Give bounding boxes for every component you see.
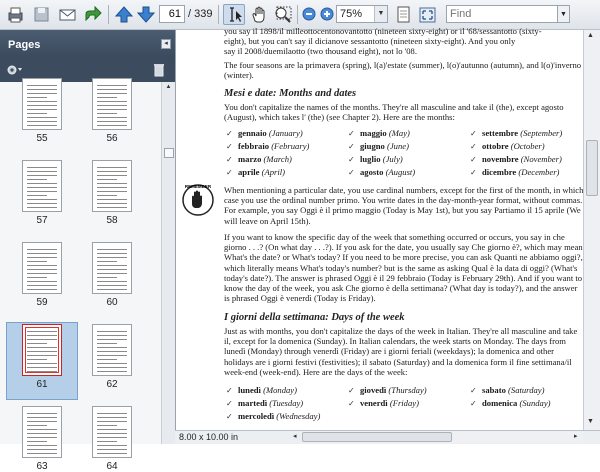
checkmark-icon: ✓ <box>348 399 355 408</box>
scroll-right-arrow-icon[interactable]: ▸ <box>574 433 578 440</box>
thumbnail-scrollbar[interactable] <box>161 82 175 444</box>
fit-page-icon[interactable] <box>392 4 414 25</box>
checkmark-icon: ✓ <box>348 129 355 138</box>
checkmark-icon: ✓ <box>348 155 355 164</box>
remember-label: REMEMBER <box>184 184 212 189</box>
month-item <box>470 141 545 152</box>
month-english: (April) <box>261 167 286 177</box>
month-italian: settembre <box>482 128 519 138</box>
day-italian: lunedì <box>238 385 261 395</box>
months-heading: Mesi e date: Months and dates <box>224 88 357 99</box>
page-size-label: 8.00 x 10.00 in <box>179 432 239 442</box>
checkmark-icon: ✓ <box>348 142 355 151</box>
checkmark-icon: ✓ <box>226 399 233 408</box>
month-english: (September) <box>520 128 563 138</box>
day-item <box>226 411 320 422</box>
full-screen-icon[interactable] <box>416 4 438 25</box>
checkmark-icon: ✓ <box>226 168 233 177</box>
month-english: (December) <box>518 167 560 177</box>
pages-panel-header <box>0 30 175 58</box>
select-text-tool-icon[interactable] <box>223 4 245 25</box>
day-italian: sabato <box>482 385 506 395</box>
month-item <box>226 141 309 152</box>
checkmark-icon: ✓ <box>348 386 355 395</box>
checkmark-icon: ✓ <box>470 399 477 408</box>
page-thumbnail[interactable] <box>22 406 62 458</box>
page-thumbnail[interactable] <box>22 78 62 130</box>
page-number-input[interactable] <box>159 5 185 23</box>
next-page-icon[interactable] <box>135 4 157 25</box>
day-item <box>348 398 419 409</box>
page-thumbnail[interactable] <box>92 324 132 376</box>
month-italian: aprile <box>238 167 260 177</box>
print-icon[interactable] <box>4 4 26 25</box>
month-item <box>226 154 292 165</box>
month-italian: ottobre <box>482 141 509 151</box>
page-thumbnail[interactable] <box>92 78 132 130</box>
checkmark-icon: ✓ <box>226 129 233 138</box>
zoom-select[interactable] <box>336 5 388 23</box>
page-thumbnail-label: 55 <box>36 133 48 144</box>
doc-text-line: eight), but you can't say il dicianove sessantotto (nineteen sixty-eight). And you only <box>224 36 516 47</box>
thumbnail-list[interactable] <box>0 82 161 472</box>
doc-text-line: say il 2008/duemilaotto (two thousand eight), not lo '08. <box>224 46 417 57</box>
month-italian: gennaio <box>238 128 267 138</box>
page-thumbnail[interactable] <box>92 406 132 458</box>
checkmark-icon: ✓ <box>226 412 233 421</box>
month-italian: luglio <box>360 154 381 164</box>
month-item <box>348 154 403 165</box>
month-italian: maggio <box>360 128 387 138</box>
previous-page-icon[interactable] <box>113 4 135 25</box>
seasons-paragraph: The four seasons are la primavera (spring), l(a)'estate (summer), l(o)'autunno (autumn), and l(o)'inverno (winter). <box>224 60 582 81</box>
day-english: (Monday) <box>263 385 297 395</box>
chevron-down-icon[interactable]: ▼ <box>374 6 387 22</box>
delete-trash-icon[interactable] <box>152 62 166 78</box>
month-italian: novembre <box>482 154 519 164</box>
horizontal-scroll-thumb[interactable] <box>302 432 452 442</box>
month-english: (January) <box>268 128 303 138</box>
pages-panel <box>0 30 175 472</box>
page-thumbnail-label: 63 <box>36 461 48 472</box>
day-italian: venerdì <box>360 398 388 408</box>
document-page <box>184 26 594 430</box>
checkmark-icon: ✓ <box>226 142 233 151</box>
day-item <box>226 385 297 396</box>
thumbnail-scroll-thumb[interactable] <box>164 148 174 158</box>
month-english: (May) <box>388 128 410 138</box>
month-italian: febbraio <box>238 141 270 151</box>
scroll-up-arrow-icon[interactable]: ▲ <box>587 32 594 39</box>
page-thumbnail[interactable] <box>22 324 62 376</box>
date-paragraph: When mentioning a particular date, you use cardinal numbers, except for the first of the month, in which case you use the ordinal number primo. You write dates in the day-month-year format, without commas. For example, you say Oggi è il primo maggio (Today is May 1st), but you say Partiamo il 15 aprile (We will leave on April 15th). <box>224 185 584 226</box>
month-item <box>226 167 285 178</box>
day-english: (Wednesday) <box>276 411 321 421</box>
checkmark-icon: ✓ <box>226 386 233 395</box>
month-italian: agosto <box>360 167 384 177</box>
page-thumbnail-label: 57 <box>36 215 48 226</box>
month-english: (November) <box>520 154 562 164</box>
month-italian: marzo <box>238 154 262 164</box>
hand-tool-icon[interactable] <box>248 4 270 25</box>
day-item <box>226 398 303 409</box>
zoom-value: 75% <box>340 8 363 20</box>
month-item <box>470 128 562 139</box>
month-english: (June) <box>387 141 409 151</box>
month-english: (August) <box>385 167 416 177</box>
marquee-zoom-icon[interactable] <box>272 4 294 25</box>
document-vertical-scrollbar[interactable] <box>583 30 600 430</box>
vertical-scroll-thumb[interactable] <box>586 140 598 196</box>
checkmark-icon: ✓ <box>226 155 233 164</box>
day-italian: mercoledì <box>238 411 275 421</box>
document-horizontal-scrollbar[interactable] <box>293 431 583 443</box>
day-italian: domenica <box>482 398 518 408</box>
page-thumbnail[interactable] <box>92 242 132 294</box>
months-intro: You don't capitalize the names of the months. They're all masculine and take il (the), except agosto (August), which takes l' (the) (see Chapter 2). Here are the months: <box>224 102 564 123</box>
page-thumbnail-label: 56 <box>106 133 118 144</box>
checkmark-icon: ✓ <box>470 155 477 164</box>
month-english: (March) <box>263 154 292 164</box>
checkmark-icon: ✓ <box>470 142 477 151</box>
day-item <box>348 385 427 396</box>
collapse-panel-icon[interactable]: ◂ <box>161 39 171 49</box>
month-english: (February) <box>271 141 310 151</box>
checkmark-icon: ✓ <box>470 168 477 177</box>
month-english: (July) <box>382 154 403 164</box>
page-total-label: / 339 <box>188 8 213 20</box>
day-english: (Thursday) <box>388 385 427 395</box>
day-italian: martedì <box>238 398 268 408</box>
day-english: (Friday) <box>389 398 419 408</box>
share-arrow-icon[interactable] <box>82 4 104 25</box>
page-thumbnail-label: 60 <box>106 297 118 308</box>
day-english: (Sunday) <box>519 398 551 408</box>
page-thumbnail-label: 64 <box>106 461 118 472</box>
options-gear-icon[interactable] <box>5 63 23 77</box>
day-italian: giovedì <box>360 385 387 395</box>
month-english: (October) <box>510 141 545 151</box>
remember-icon <box>180 182 216 218</box>
email-icon[interactable] <box>56 4 78 25</box>
page-thumbnail-label: 62 <box>106 379 118 390</box>
pages-panel-title: Pages <box>8 39 41 51</box>
month-item <box>348 141 409 152</box>
checkmark-icon: ✓ <box>470 129 477 138</box>
page-thumbnail-label: 58 <box>106 215 118 226</box>
checkmark-icon: ✓ <box>470 386 477 395</box>
scroll-up-icon[interactable]: ▲ <box>165 84 172 90</box>
checkmark-icon: ✓ <box>348 168 355 177</box>
page-thumbnail[interactable] <box>92 160 132 212</box>
day-item <box>470 398 551 409</box>
month-italian: dicembre <box>482 167 517 177</box>
scroll-left-arrow-icon[interactable]: ◂ <box>293 433 297 440</box>
page-thumbnail-label: 59 <box>36 297 48 308</box>
day-item <box>470 385 544 396</box>
find-options-chevron-icon[interactable]: ▼ <box>558 5 570 23</box>
month-item <box>348 167 415 178</box>
page-thumbnail[interactable] <box>22 160 62 212</box>
page-thumbnail[interactable] <box>22 242 62 294</box>
month-item <box>470 167 559 178</box>
month-item <box>348 128 410 139</box>
day-english: (Saturday) <box>508 385 545 395</box>
day-english: (Tuesday) <box>269 398 304 408</box>
page-thumbnail-label: 61 <box>36 379 48 390</box>
date-question-paragraph: If you want to know the specific day of the week that something occurred or occurs, you say in che giorno . . .? (On what day . . .?). If you ask for the date, you usually say Che giorno è?, which may mean What's the date? or What's today? If you need to be more precise, you can ask Quanti ne abbiamo oggi?, which literally means What's today's number? but is the same as asking Qual è la data di oggi? (What's today's date?). The answer is phrased Oggi è il 29 febbraio (Today is February 29th). And if you want to know the day of the week, you ask Che giorno è della settimana? (What day is today?), and the answer is phrased Oggi è venerdì (Today is Friday). <box>224 232 583 304</box>
month-item <box>226 128 303 139</box>
doc-text-line: you say il 1898/il milleottocentonovantotto (nineteen sixty-eight) or il '68/sessantotto (sixty- <box>224 26 542 36</box>
save-icon[interactable] <box>30 4 52 25</box>
month-item <box>470 154 562 165</box>
days-intro: Just as with months, you don't capitalize the days of the week in Italian. They're all masculine and take il, except for la domenica (Sunday). In Italian calendars, the week starts on Monday. The days from lunedì (Monday) through venerdì (Friday) are i giorni feriali (weekdays); la domenica and other holidays are i giorni festivi (festivities); il sabato (Saturday) and la domenica form il fine settimana/il week-end (week-end). Here are the days of the week: <box>224 326 578 377</box>
days-heading: I giorni della settimana: Days of the week <box>224 312 405 323</box>
month-italian: giugno <box>360 141 385 151</box>
find-input[interactable] <box>446 5 558 23</box>
scroll-down-arrow-icon[interactable]: ▼ <box>587 418 594 425</box>
